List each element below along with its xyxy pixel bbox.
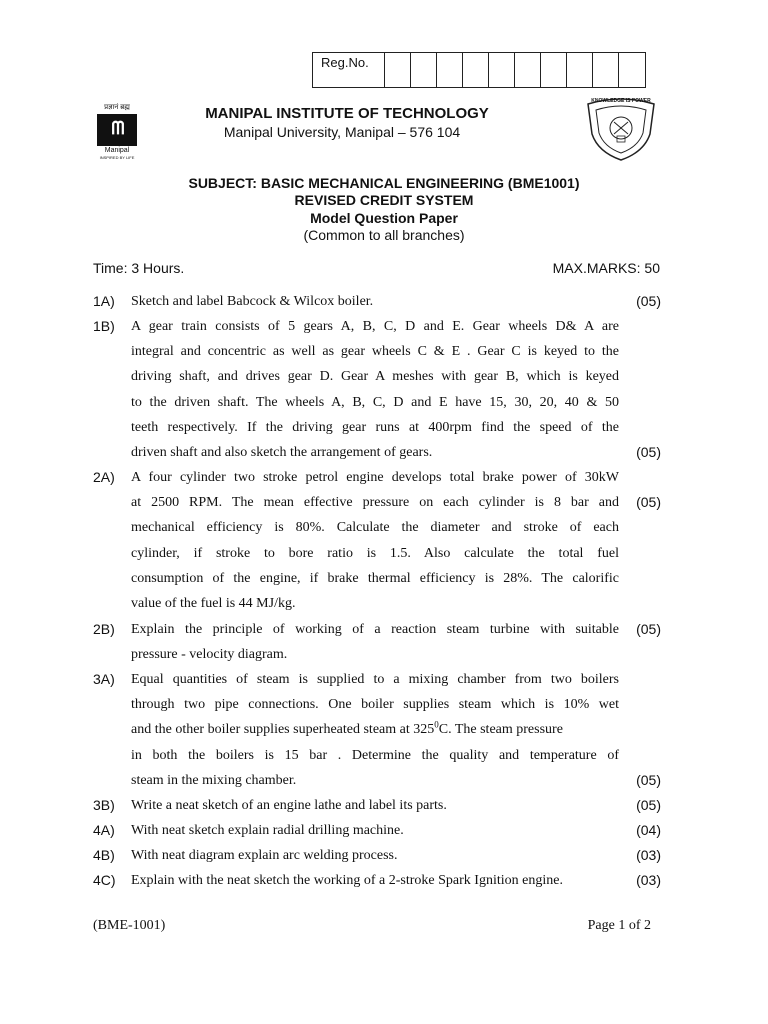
question-text-line: Explain the principle of working of a reaction steam turbine with suitable [131, 622, 619, 637]
logo-tagline: INSPIRED BY LIFE [99, 155, 135, 160]
reg-no-cell [463, 53, 489, 87]
question-marks: (05) [636, 621, 661, 637]
question-text-line: teeth respectively. If the driving gear runs at 400rpm find the speed of the [131, 419, 619, 435]
question-text-line: integral and concentric as well as gear wheels C & E . Gear C is keyed to the [131, 344, 619, 360]
question-text-segment: and the other boiler supplies superheated steam at 325 [131, 722, 435, 738]
question-number: 2B) [93, 621, 115, 637]
question-4b [93, 843, 661, 869]
question-text-line: driving shaft, and drives gear D. Gear A meshes with gear B, which is keyed [131, 369, 619, 385]
question-marks: (03) [636, 872, 661, 888]
question-number: 4C) [93, 872, 116, 888]
question-text-line: A four cylinder two stroke petrol engine develops total brake power of 30kW [131, 470, 619, 485]
paper-type: Model Question Paper [310, 210, 458, 226]
question-2a [93, 465, 661, 617]
institute-name: MANIPAL INSTITUTE OF TECHNOLOGY [205, 105, 489, 122]
question-3b [93, 793, 661, 819]
manipal-emblem-icon: ᗰ [97, 114, 137, 146]
question-text-line: cylinder, if stroke to bore ratio is 1.5. Also calculate the total fuel [131, 545, 619, 561]
reg-no-cell [437, 53, 463, 87]
question-number: 1B) [93, 318, 115, 334]
question-4a [93, 818, 661, 844]
question-text-line: in both the boilers is 15 bar . Determine the quality and temperature of [131, 747, 619, 763]
question-number: 4B) [93, 847, 115, 863]
question-marks: (05) [636, 293, 661, 309]
question-text-line: value of the fuel is 44 MJ/kg. [131, 595, 296, 611]
question-text-line: driven shaft and also sketch the arrangement of gears. [131, 444, 433, 460]
question-text-line: steam in the mixing chamber. [131, 772, 297, 788]
question-marks: (03) [636, 847, 661, 863]
max-marks: MAX.MARKS: 50 [552, 260, 660, 276]
question-text-line [131, 717, 619, 742]
seal-text: KNOWLEDGE IS POWER [591, 98, 651, 104]
question-1b [93, 314, 661, 466]
question-text-line: With neat sketch explain radial drilling machine. [131, 823, 404, 838]
question-1a [93, 289, 661, 315]
subject-title: SUBJECT: BASIC MECHANICAL ENGINEERING (BME1001) [188, 175, 580, 191]
question-marks: (05) [636, 772, 661, 788]
question-number: 1A) [93, 293, 115, 309]
question-text-line: pressure - velocity diagram. [131, 647, 288, 663]
reg-no-box [312, 52, 646, 88]
question-3a [93, 667, 661, 795]
reg-no-cell [385, 53, 411, 87]
question-number: 2A) [93, 469, 115, 485]
question-text-line: at 2500 RPM. The mean effective pressure on each cylinder is 8 bar and [131, 495, 619, 511]
question-text-line: Explain with the neat sketch the working of a 2-stroke Spark Ignition engine. [131, 873, 563, 888]
question-number: 4A) [93, 822, 115, 838]
question-marks: (05) [636, 444, 661, 460]
reg-no-label: Reg.No. [313, 53, 385, 87]
reg-no-cell [593, 53, 619, 87]
question-2b [93, 617, 661, 669]
logo-name: Manipal [104, 147, 130, 154]
credit-system: REVISED CREDIT SYSTEM [294, 192, 474, 208]
question-text-line: Equal quantities of steam is supplied to a mixing chamber from two boilers [131, 672, 619, 687]
footer-course-code: (BME-1001) [93, 918, 166, 933]
reg-no-cell [567, 53, 593, 87]
degree-superscript: 0 [434, 719, 439, 730]
question-text-line: Write a neat sketch of an engine lathe and label its parts. [131, 798, 447, 813]
question-text-line: A gear train consists of 5 gears A, B, C, D and E. Gear wheels D& A are [131, 319, 619, 334]
logo-motto: प्रज्ञानं ब्रह्म [104, 104, 130, 111]
exam-duration: Time: 3 Hours. [93, 260, 185, 276]
reg-no-cell [515, 53, 541, 87]
question-text-line: Sketch and label Babcock & Wilcox boiler. [131, 294, 374, 309]
question-marks: (05) [636, 494, 661, 510]
question-number: 3B) [93, 797, 115, 813]
reg-no-cell [411, 53, 437, 87]
question-text-line: With neat diagram explain arc welding process. [131, 848, 398, 863]
footer-page-number: Page 1 of 2 [587, 918, 651, 933]
reg-no-cell [489, 53, 515, 87]
question-text-line: through two pipe connections. One boiler supplies steam which is 10% wet [131, 697, 619, 713]
question-text-segment: C. The steam pressure [438, 722, 563, 738]
reg-no-cell [541, 53, 567, 87]
common-note: (Common to all branches) [303, 227, 465, 243]
question-marks: (04) [636, 822, 661, 838]
question-text-line: consumption of the engine, if brake thermal efficiency is 28%. The calorific [131, 570, 619, 586]
question-marks: (05) [636, 797, 661, 813]
question-4c [93, 868, 661, 894]
reg-no-cell [619, 53, 645, 87]
question-number: 3A) [93, 671, 115, 687]
question-text-line: to the driven shaft. The wheels A, B, C, D and E have 15, 30, 20, 40 & 50 [131, 394, 619, 410]
question-text-line: mechanical efficiency is 80%. Calculate the diameter and stroke of each [131, 520, 619, 536]
institute-address: Manipal University, Manipal – 576 104 [223, 124, 461, 140]
